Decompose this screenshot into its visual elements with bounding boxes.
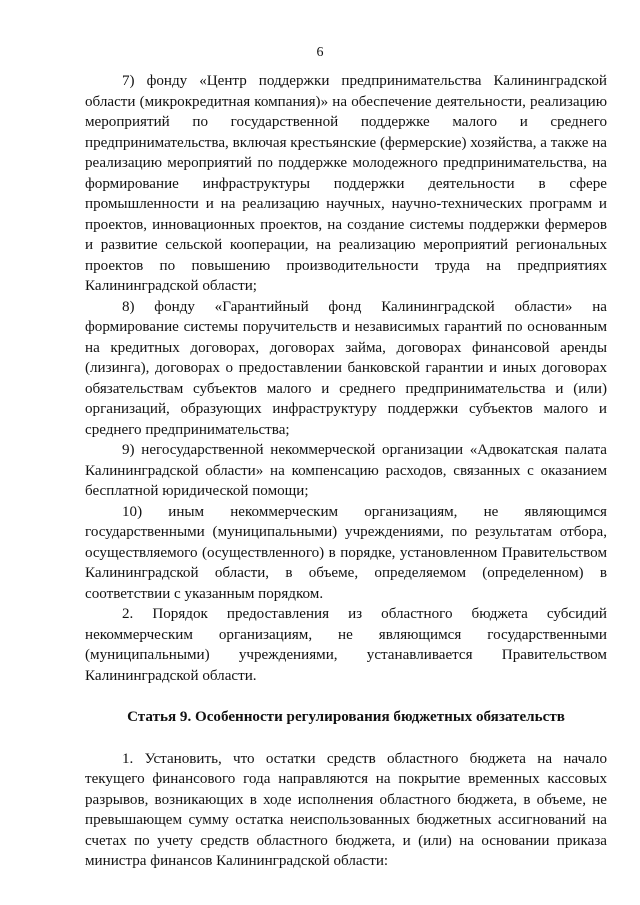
- document-body: [85, 71, 607, 872]
- article-paragraph-1: 1. Установить, что остатки средств областного бюджета на начало текущего финансового года направляются на покрытие временных кассовых разрывов, возникающих в ходе исполнения областного бюджета, в объеме, не превышающем сумму остатка неиспользованных бюджетных ассигнований на счетах по учету средств областного бюджета, и (или) на основании приказа министра финансов Калининградской области:: [85, 750, 607, 869]
- paragraph-item-9: 9) негосударственной некоммерческой организации «Адвокатская палата Калининградской области» на компенсацию расходов, связанных с оказанием бесплатной юридической помощи;: [85, 442, 607, 499]
- paragraph-part-2: 2. Порядок предоставления из областного бюджета субсидий некоммерческим организациям, не являющимся государственными (муниципальными) учреждениями, устанавливается Правительством Калининградской области.: [85, 606, 607, 684]
- paragraph-item-8: 8) фонду «Гарантийный фонд Калининградской области» на формирование системы поручительств и независимых гарантий по основанным на кредитных договорах, договорах займа, договорах финансовой аренды (лизинга), договорах о предоставлении банковской гарантии и иных договорах обязательствам субъектов малого и среднего предпринимательства и (или) организаций, образующих инфраструктуру поддержки субъектов малого и среднего предпринимательства;: [85, 298, 607, 438]
- paragraph-item-10: 10) иным некоммерческим организациям, не являющимся государственными (муниципальными) учреждениями, по результатам отбора, осуществляемого (осуществленного) в порядке, установленном Правительством Калининградской области, в объеме, определяемом (определенном) в соответствии с указанным порядком.: [85, 503, 607, 602]
- paragraph-item-7: 7) фонду «Центр поддержки предпринимательства Калининградской области (микрокредитная компания)» на обеспечение деятельности, реализацию мероприятий по государственной поддержке малого и среднего предпринимательства, включая крестьянские (фермерские) хозяйства, а также на реализацию мероприятий по поддержке молодежного предпринимательства, на формирование инфраструктуры поддержки деятельности в сфере промышленности и на реализацию научных, научно-технических программ и проектов, инновационных проектов, на создание системы поддержки фермеров и развитие сельской кооперации, на реализацию мероприятий региональных проектов по повышению производительности труда на предприятиях Калининградской области;: [85, 73, 608, 294]
- page-number: 6: [316, 45, 324, 60]
- article-heading: Статья 9. Особенности регулирования бюджетных обязательств: [127, 709, 565, 725]
